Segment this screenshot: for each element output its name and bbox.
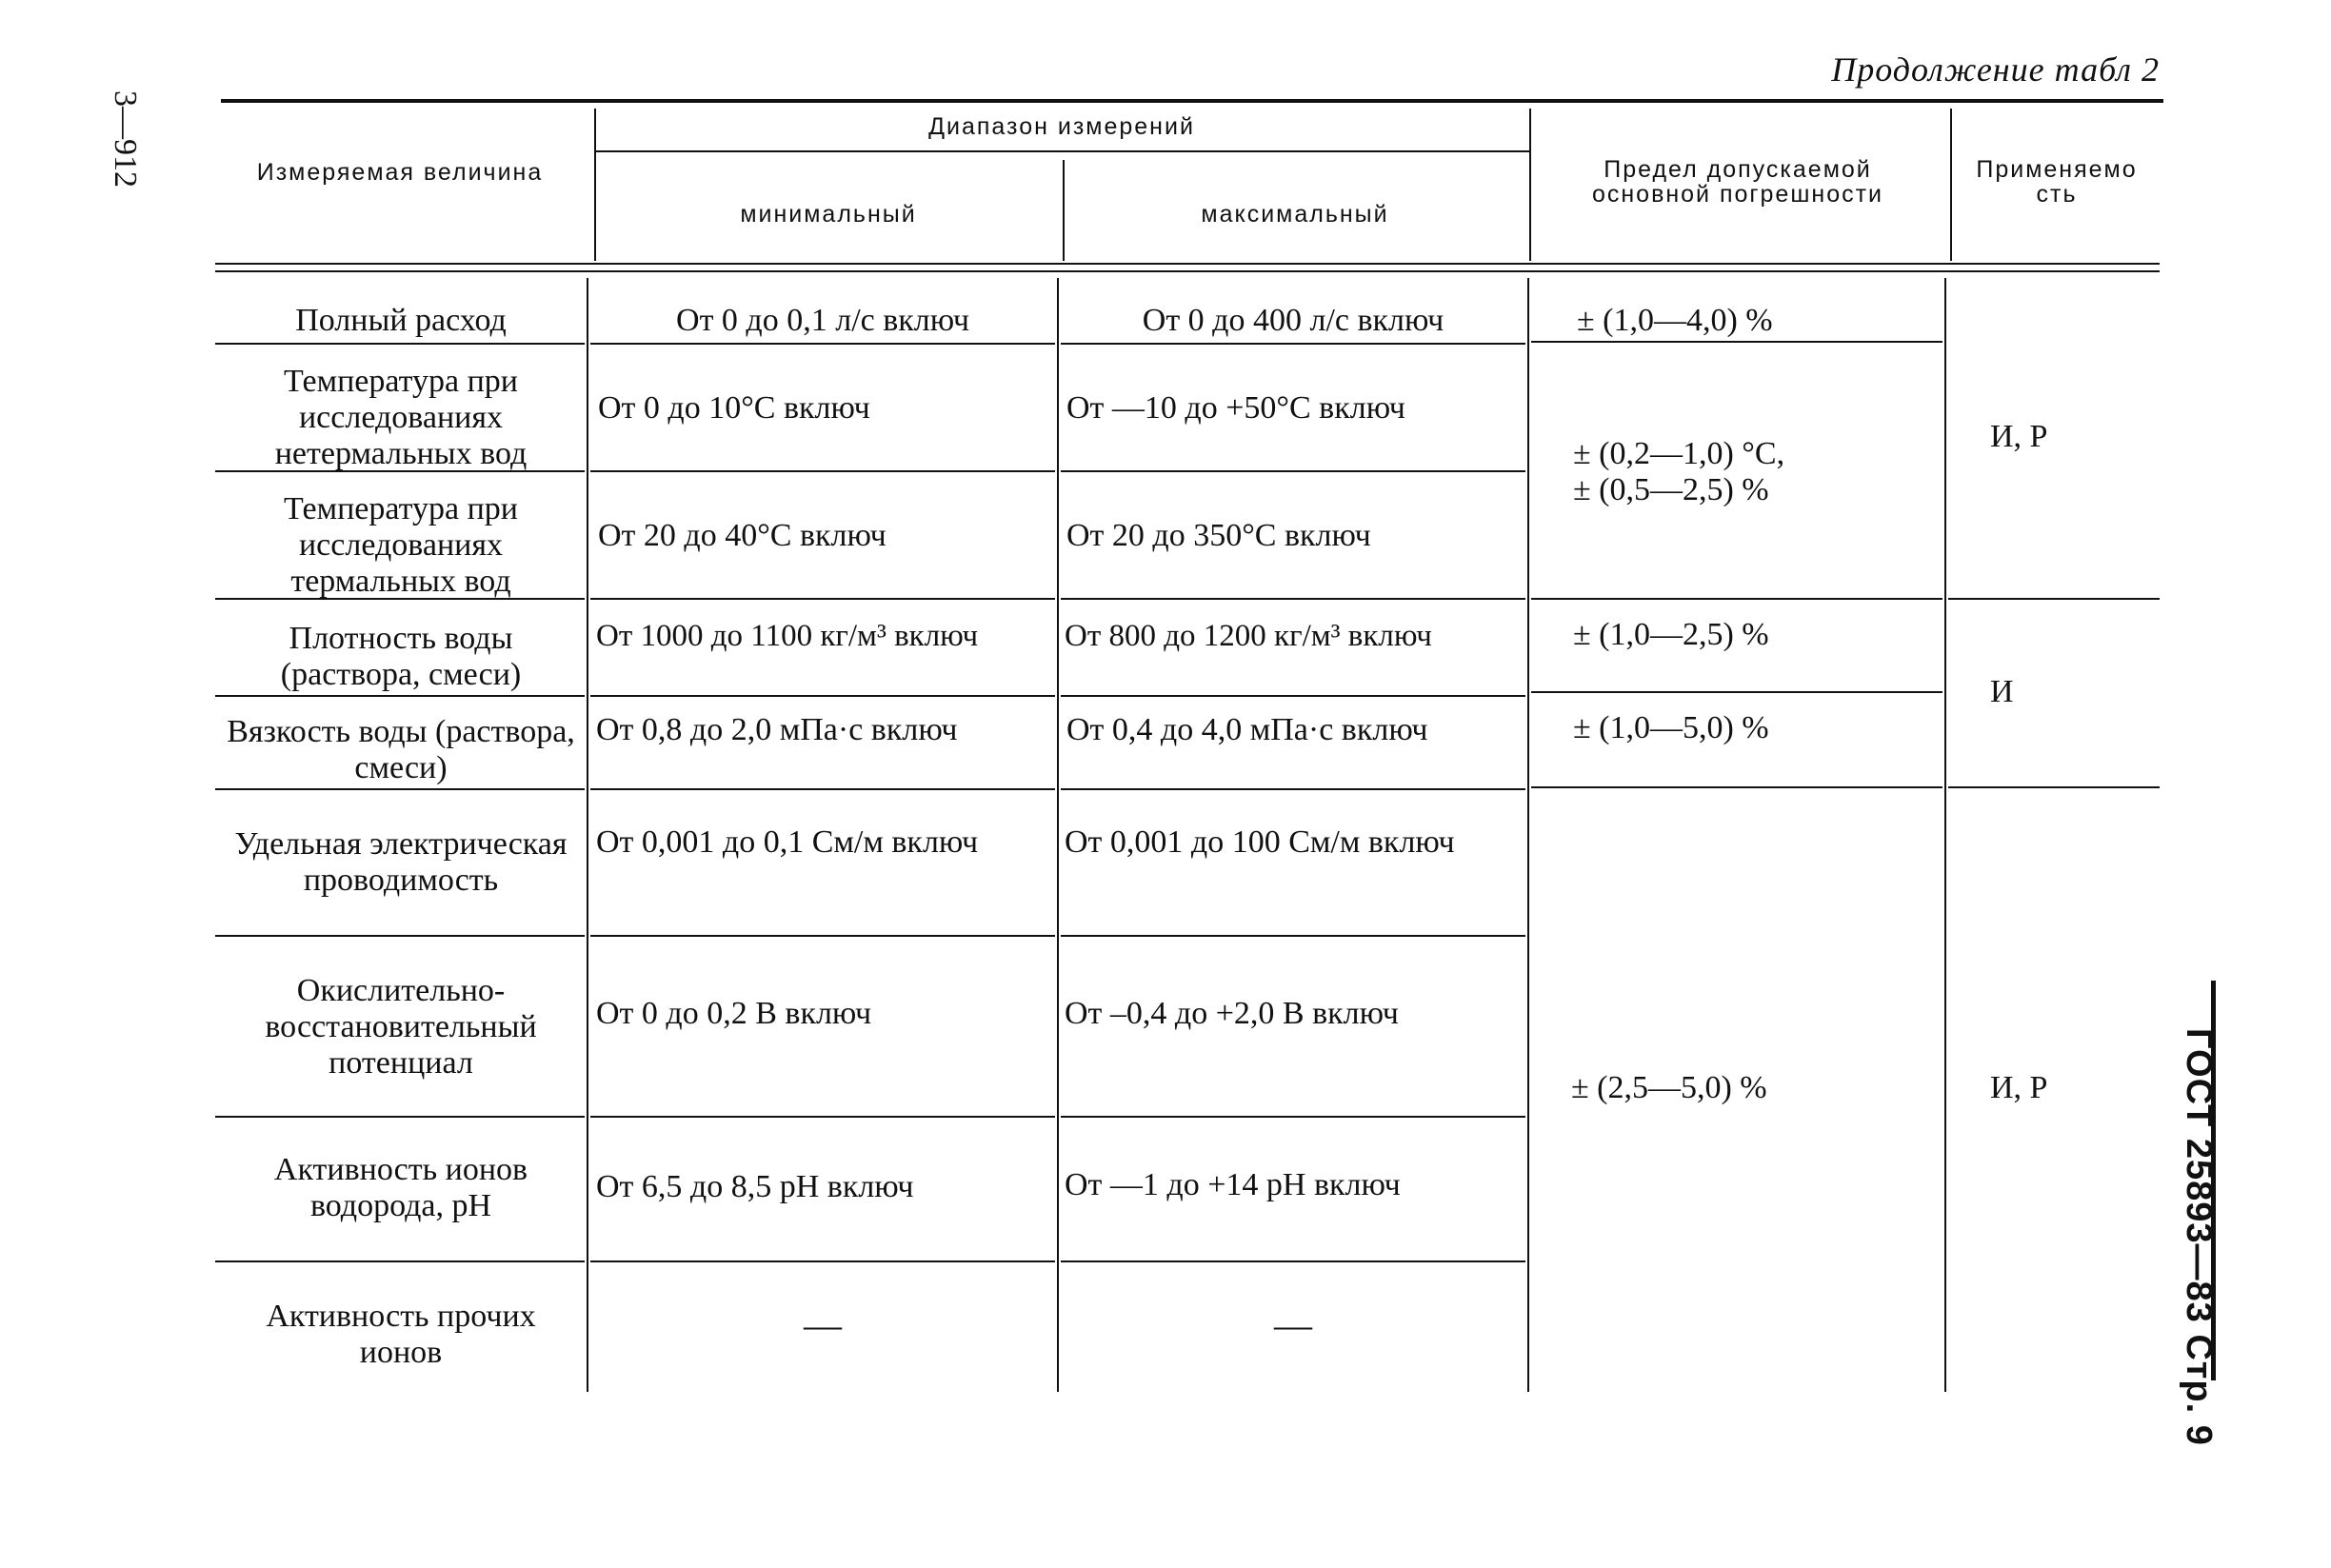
quantity-conductivity: Удельная электрическая проводимость [234,826,568,899]
applicability-group-2: И [1990,674,2014,709]
max-conductivity: От 0,001 до 100 См/м включ [1065,824,1455,860]
quantity-temp-thermal: Температура при исследованиях термальных вод [284,491,518,600]
column-header-max: максимальный [1201,201,1389,228]
min-temp-nonthermal: От 0 до 10°С включ [598,390,870,426]
min-temp-thermal: От 20 до 40°С включ [598,518,887,553]
error-viscosity: ± (1,0—5,0) % [1573,710,1769,745]
applicability-group-3: И, Р [1990,1070,2048,1105]
quantity-redox: Окислительно-восстановительный потенциал [265,973,537,1082]
error-temp-pct: ± (0,5—2,5) % [1573,472,1769,507]
min-density: От 1000 до 1100 кг/м³ включ [596,619,979,653]
quantity-temp-nonthermal: Температура при исследованиях нетермальных вод [274,364,528,472]
min-viscosity: От 0,8 до 2,0 мПа·с включ [596,712,958,747]
quantity-other-ions: Активность прочих ионов [266,1299,536,1371]
quantity-ph: Активность ионов водорода, рН [273,1152,528,1224]
min-redox: От 0 до 0,2 В включ [596,996,872,1031]
applicability-group-1: И, Р [1990,419,2048,454]
column-header-error: Предел допускаемой основной погрешности [1591,156,1884,208]
error-rest: ± (2,5—5,0) % [1571,1070,1767,1105]
max-temp-nonthermal: От —10 до +50°С включ [1066,390,1405,426]
max-redox: От –0,4 до +2,0 В включ [1065,996,1399,1031]
continuation-title: Продолжение табл 2 [1831,50,2160,89]
min-other-ions: — [804,1303,842,1346]
max-viscosity: От 0,4 до 4,0 мПа·с включ [1066,712,1428,747]
column-header-min: минимальный [740,201,917,228]
min-conductivity: От 0,001 до 0,1 См/м включ [596,824,979,860]
quantity-density: Плотность воды (раствора, смеси) [280,621,522,693]
column-header-quantity: Измеряемая величина [256,159,544,186]
max-other-ions: — [1274,1303,1312,1346]
quantity-flow: Полный расход [295,303,507,338]
min-flow: От 0 до 0,1 л/с включ [676,303,969,338]
standard-label: ГОСТ 25893—83 Стр. 9 [2179,1028,2219,1446]
max-temp-thermal: От 20 до 350°С включ [1066,518,1371,553]
column-header-applicability: Применяемость [1976,156,2138,208]
error-density: ± (1,0—2,5) % [1573,617,1769,652]
error-temp-deg: ± (0,2—1,0) °С, [1573,436,1785,471]
max-flow: От 0 до 400 л/с включ [1142,303,1444,338]
column-header-range: Диапазон измерений [928,113,1195,140]
error-flow: ± (1,0—4,0) % [1577,303,1773,338]
min-ph: От 6,5 до 8,5 рН включ [596,1169,914,1204]
page-number: 3—912 [108,90,143,188]
max-ph: От —1 до +14 рН включ [1065,1167,1401,1202]
max-density: От 800 до 1200 кг/м³ включ [1065,619,1432,653]
quantity-viscosity: Вязкость воды (раствора, смеси) [227,714,575,786]
